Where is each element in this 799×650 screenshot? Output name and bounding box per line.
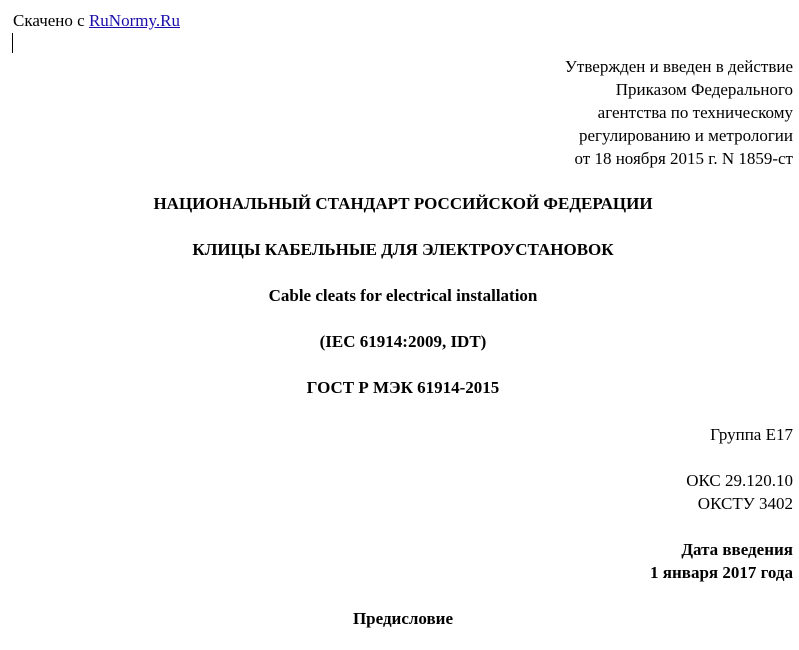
approval-line: агентства по техническому <box>597 103 793 122</box>
approval-line: регулированию и метрологии <box>578 126 793 145</box>
okstu-code: ОКСТУ 3402 <box>697 494 793 513</box>
group-code: Группа Е17 <box>710 425 793 444</box>
source-line <box>13 9 180 32</box>
oks-code: ОКС 29.120.10 <box>686 471 793 490</box>
approval-line: от 18 ноября 2015 г. N 1859-ст <box>574 149 793 168</box>
intro-date-value: 1 января 2017 года <box>650 563 793 582</box>
approval-line: Приказом Федерального <box>615 80 793 99</box>
iec-reference: (IEC 61914:2009, IDT) <box>319 332 487 351</box>
intro-date-label: Дата введения <box>681 540 793 559</box>
national-standard-heading: НАЦИОНАЛЬНЫЙ СТАНДАРТ РОССИЙСКОЙ ФЕДЕРАЦИИ <box>153 194 653 213</box>
text-cursor <box>12 33 13 53</box>
gost-code: ГОСТ Р МЭК 61914-2015 <box>306 378 500 397</box>
source-prefix: Скачено с <box>13 11 89 30</box>
standard-title-en: Cable cleats for electrical installation <box>268 286 538 305</box>
source-link[interactable]: RuNormy.Ru <box>88 11 180 30</box>
approval-line: Утвержден и введен в действие <box>564 57 793 76</box>
standard-title-ru: КЛИЦЫ КАБЕЛЬНЫЕ ДЛЯ ЭЛЕКТРОУСТАНОВОК <box>192 240 614 259</box>
section-heading-foreword: Предисловие <box>352 609 454 628</box>
approval-block <box>565 55 793 170</box>
